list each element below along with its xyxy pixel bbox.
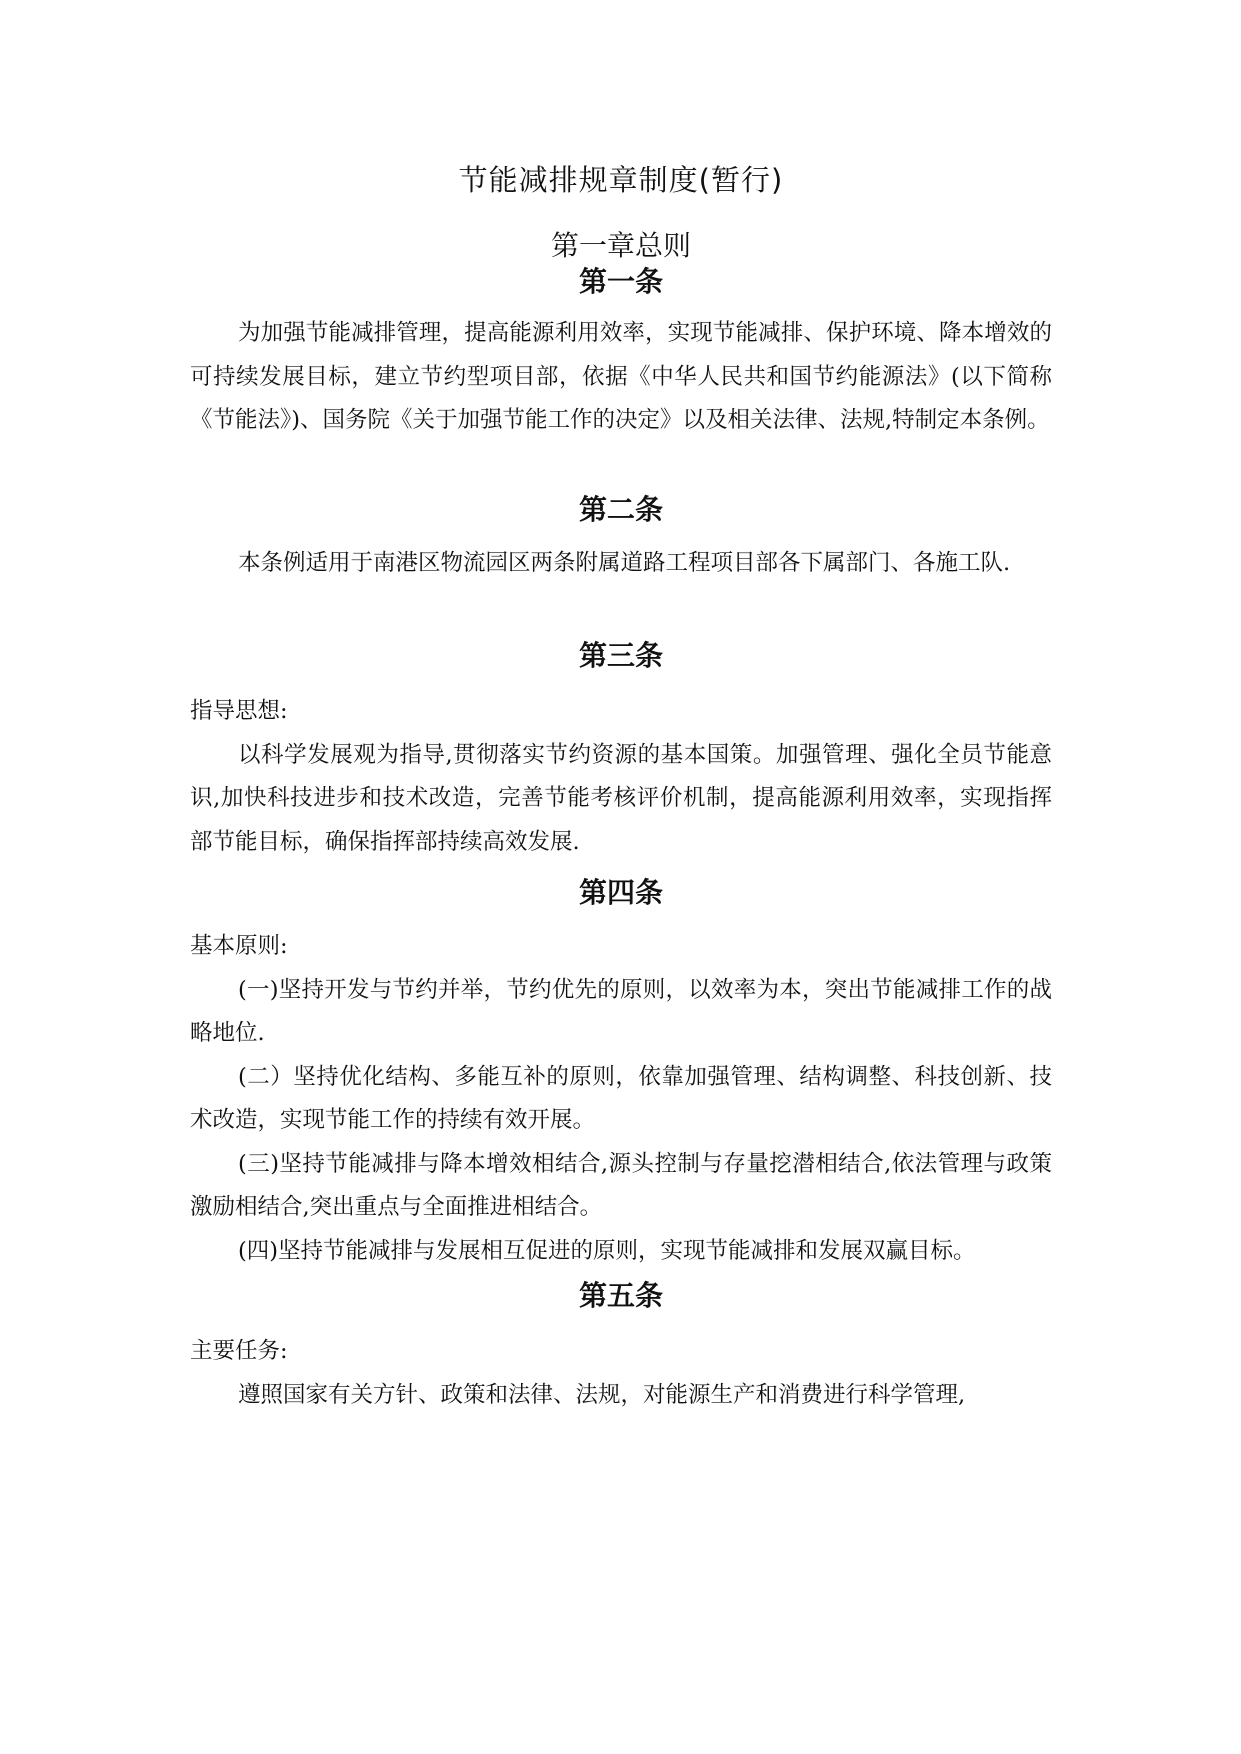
article-paragraph: (二）坚持优化结构、多能互补的原则，依靠加强管理、结构调整、科技创新、技术改造，实现节能工作的持续有效开展。: [190, 1063, 1052, 1133]
article-heading: 第四条: [578, 876, 663, 909]
document-page: [190, 0, 1052, 1754]
article-label: 基本原则:: [190, 933, 288, 959]
document-title: 节能减排规章制度(暂行): [458, 163, 784, 197]
article-paragraph: (一)坚持开发与节约并举，节约优先的原则，以效率为本，突出节能减排工作的战略地位.: [190, 976, 1052, 1046]
article-label: 指导思想:: [190, 698, 288, 724]
chapter-title: 第一章总则: [550, 229, 691, 262]
article-paragraph: 以科学发展观为指导,贯彻落实节约资源的基本国策。加强管理、强化全员节能意识,加快科技进步和技术改造，完善节能考核评价机制，提高能源利用效率，实现指挥部节能目标，确保指挥部持续高效发展.: [190, 741, 1052, 855]
article-paragraph: (三)坚持节能减排与降本增效相结合,源头控制与存量挖潜相结合,依法管理与政策激励相结合,突出重点与全面推进相结合。: [190, 1150, 1052, 1220]
article-4: [190, 873, 1052, 1273]
article-5: [190, 1276, 1052, 1417]
article-1: [190, 262, 1052, 443]
article-paragraph: 遵照国家有关方针、政策和法律、法规，对能源生产和消费进行科学管理,: [238, 1381, 966, 1408]
article-paragraph: (四)坚持节能减排与发展相互促进的原则，实现节能减排和发展双赢目标。: [238, 1237, 976, 1264]
article-heading: 第五条: [578, 1279, 663, 1312]
article-paragraph: 为加强节能减排管理，提高能源利用效率，实现节能减排、保护环境、降本增效的可持续发展目标，建立节约型项目部，依据《中华人民共和国节约能源法》(以下简称《节能法》)、国务院《关于加强节能工作的决定》以及相关法律、法规,特制定本条例。: [190, 320, 1052, 433]
article-heading: 第二条: [578, 493, 663, 526]
article-heading: 第一条: [578, 265, 663, 298]
article-heading: 第三条: [578, 639, 663, 672]
article-2: [190, 490, 1052, 586]
article-label: 主要任务:: [190, 1338, 288, 1364]
article-3: [190, 636, 1052, 864]
article-paragraph: 本条例适用于南港区物流园区两条附属道路工程项目部各下属部门、各施工队.: [238, 550, 1011, 576]
